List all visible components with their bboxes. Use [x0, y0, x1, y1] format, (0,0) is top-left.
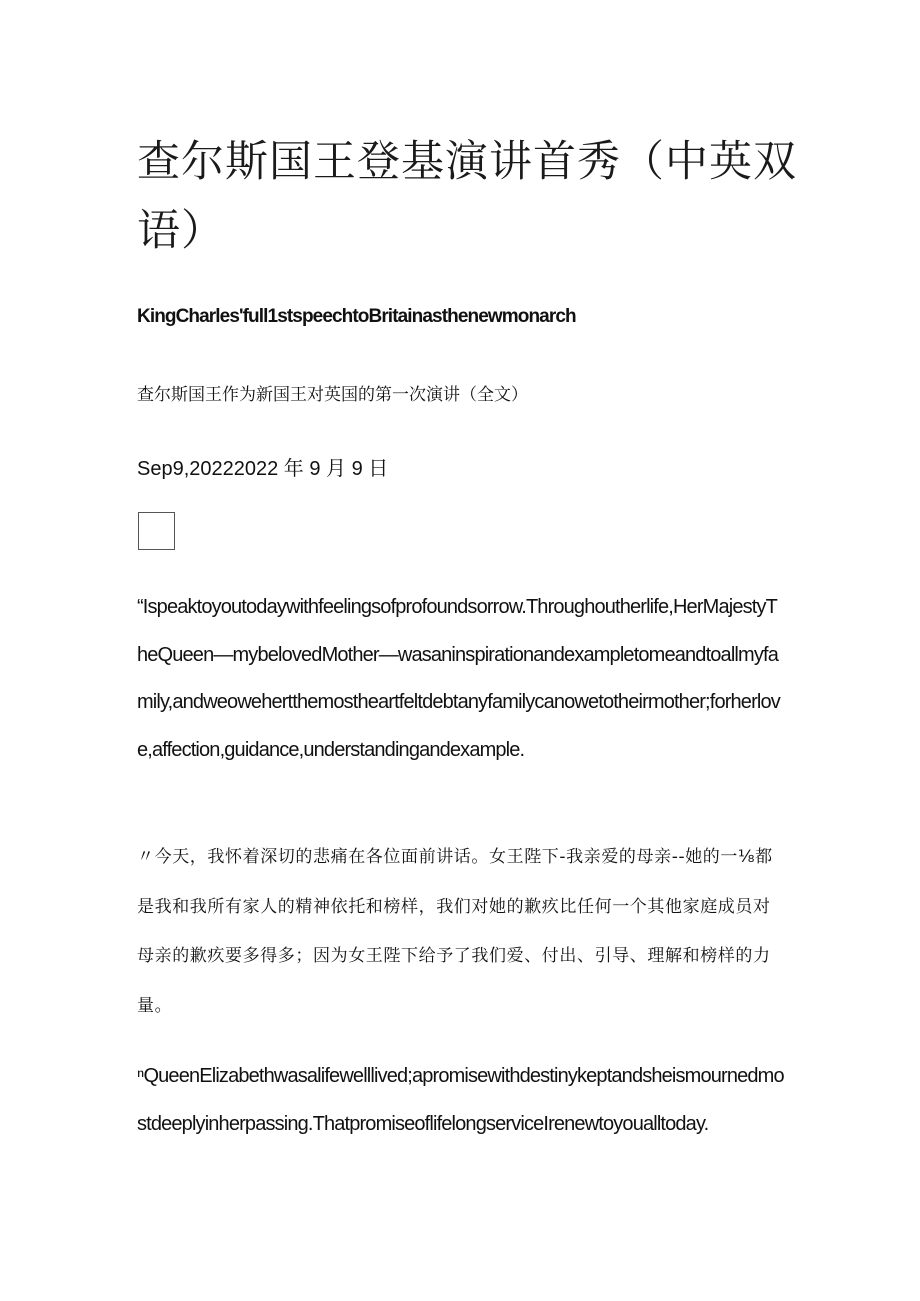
paragraph-zh-1: 〃今天，我怀着深切的悲痛在各位面前讲话。女王陛下-我亲爱的母亲--她的一⅛都是我和我所有家人的精神依托和榜样，我们对她的歉疚比任何一个其他家庭成员对母亲的歉疚要多得多；因为女王陛下给予了我们爱、付出、引导、理解和榜样的力量。 [137, 847, 773, 1016]
english-subtitle: KingCharles'full1stspeechtoBritainasthenewmonarch [137, 306, 576, 327]
paragraph-en-1: “Ispeaktoyoutodaywithfeelingsofprofoundsorrow.Throughoutherlife,HerMajestyTheQueen—mybelovedMother—wasaninspirationandexampletomeandtoallmyfamily,andweowehertthemostheartfeltdebtanyfamilycanowetotheirmother;forherlove,affection,guidance,understandingandexample. [137, 596, 780, 761]
chinese-subtitle: 查尔斯国王作为新国王对英国的第一次演讲（全文） [137, 385, 528, 405]
paragraph-en-2: ⁿQueenElizabethwasalifewelllived;apromisewithdestinykeptandsheismournedmostdeeplyinherpassing.ThatpromiseoflifelongserviceIrenewtoyoualltoday. [137, 1065, 784, 1135]
image-placeholder-icon [138, 512, 175, 550]
publish-date: Sep9,20222022 年 9 月 9 日 [137, 458, 389, 480]
page-title: 查尔斯国王登基演讲首秀（中英双语） [137, 137, 797, 256]
